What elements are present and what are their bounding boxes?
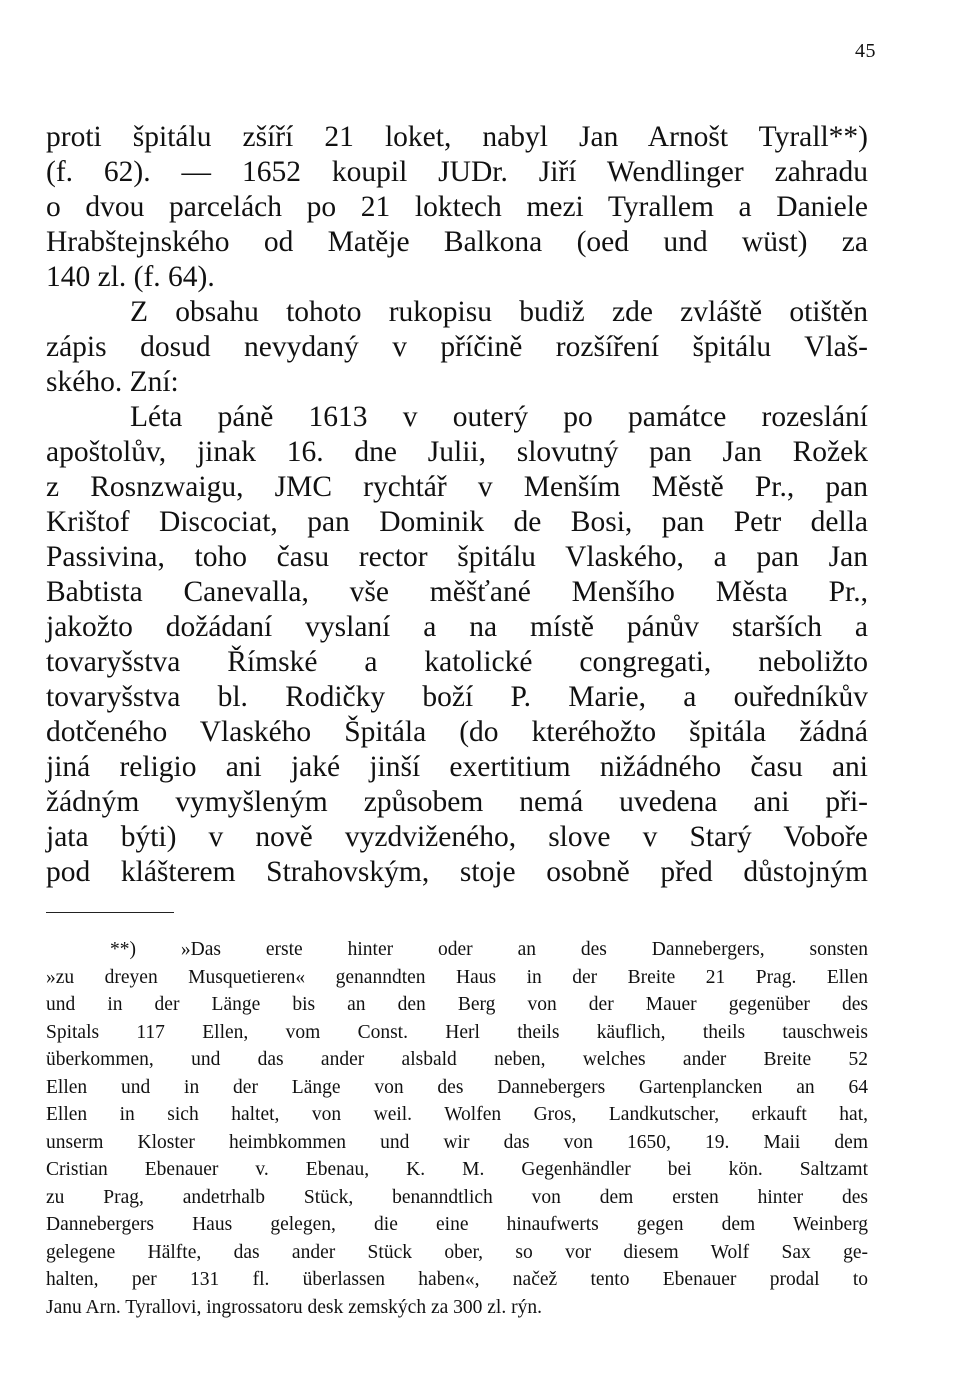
- text-line: pod klášterem Strahovským, stoje osobně před důstojným: [46, 856, 868, 888]
- footnote-line: Ellen in sich haltet, von weil. Wolfen Gros, Landkutscher, erkauft hat,: [46, 1104, 868, 1125]
- text-line: jakožto dožádaní vyslaní a na místě pánův starších a: [46, 611, 868, 643]
- text-line: o dvou parcelách po 21 loktech mezi Tyrallem a Daniele: [46, 191, 868, 223]
- text-line: Passivina, toho času rector špitálu Vlaského, a pan Jan: [46, 541, 868, 573]
- text-line: jiná religio ani jaké jinší exertitium nižádného času ani: [46, 751, 868, 783]
- footnote-line: und in der Länge bis an den Berg von der Mauer gegenüber des: [46, 994, 868, 1015]
- footnote-line: Dannebergers Haus gelegen, die eine hinaufwerts gegen dem Weinberg: [46, 1214, 868, 1235]
- footnote-line: unserm Kloster heimbkommen und wir das von 1650, 19. Maii dem: [46, 1131, 868, 1153]
- footnote-line: zu Prag, andetrhalb Stück, benanndtlich von dem ersten hinter des: [46, 1186, 868, 1208]
- footnote-line: Ellen und in der Länge von des Dannebergers Gartenplancken an 64: [46, 1076, 868, 1098]
- footnote-line: gelegene Hälfte, das ander Stück ober, so vor diesem Wolf Sax ge-: [46, 1241, 868, 1263]
- text-line: z Rosnzwaigu, JMC rychtář v Menším Městě Pr., pan: [46, 471, 868, 503]
- text-line: (f. 62). — 1652 koupil JUDr. Jiří Wendlinger zahradu: [46, 156, 868, 188]
- text-line: apoštolův, jinak 16. dne Julii, slovutný pan Jan Rožek: [46, 436, 868, 468]
- text-line: tovaryšstva bl. Rodičky boží P. Marie, a ouředníkův: [46, 681, 868, 713]
- text-line: 140 zl. (f. 64).: [46, 261, 215, 293]
- text-line: tovaryšstva Římské a katolické congregati, neboližto: [46, 646, 868, 678]
- text-line: ského. Zní:: [46, 366, 179, 398]
- text-line: proti špitálu zšíří 21 loket, nabyl Jan Arnošt Tyrall**): [46, 121, 868, 153]
- page-number: 45: [855, 40, 876, 62]
- text-line: Hrabštejnského od Matěje Balkona (oed und wüst) za: [46, 226, 868, 258]
- text-line: Z obsahu tohoto rukopisu budiž zde zvláště otištěn: [130, 296, 868, 328]
- text-line: Krištof Discociat, pan Dominik de Bosi, pan Petr della: [46, 506, 868, 538]
- footnote-line: Janu Arn. Tyrallovi, ingrossatoru desk zemských za 300 zl. rýn.: [46, 1296, 542, 1318]
- text-line: Léta páně 1613 v outerý po památce rozeslání: [130, 401, 868, 433]
- footnote-line: **) »Das erste hinter oder an des Dannebergers, sonsten: [110, 939, 868, 960]
- footnote-line: Cristian Ebenauer v. Ebenau, K. M. Gegenhändler bei kön. Saltzamt: [46, 1159, 868, 1180]
- footnote-line: halten, per 131 fl. überlassen haben«, načež tento Ebenauer prodal to: [46, 1269, 868, 1290]
- footnote-separator: [46, 912, 174, 913]
- footnote-line: überkommen, und das ander alsbald neben, welches ander Breite 52: [46, 1049, 868, 1070]
- main-text: [46, 120, 868, 890]
- text-line: zápis dosud nevydaný v příčině rozšíření špitálu Vlaš-: [46, 331, 868, 363]
- text-line: dotčeného Vlaského Špitála (do kteréhožto špitála žádná: [46, 716, 868, 748]
- text-line: Babtista Canevalla, vše měšťané Menšího Města Pr.,: [46, 576, 868, 608]
- text-line: jata býti) v nově vyzdviženého, slove v Starý Voboře: [46, 821, 868, 853]
- footnote: [46, 936, 868, 1321]
- footnote-line: Spitals 117 Ellen, vom Const. Herl theils käuflich, theils tauschweis: [46, 1021, 868, 1043]
- text-line: žádným vymyšleným způsobem nemá uvedena ani při-: [46, 786, 868, 818]
- footnote-line: »zu dreyen Musquetieren« genanndten Haus in der Breite 21 Prag. Ellen: [46, 966, 868, 988]
